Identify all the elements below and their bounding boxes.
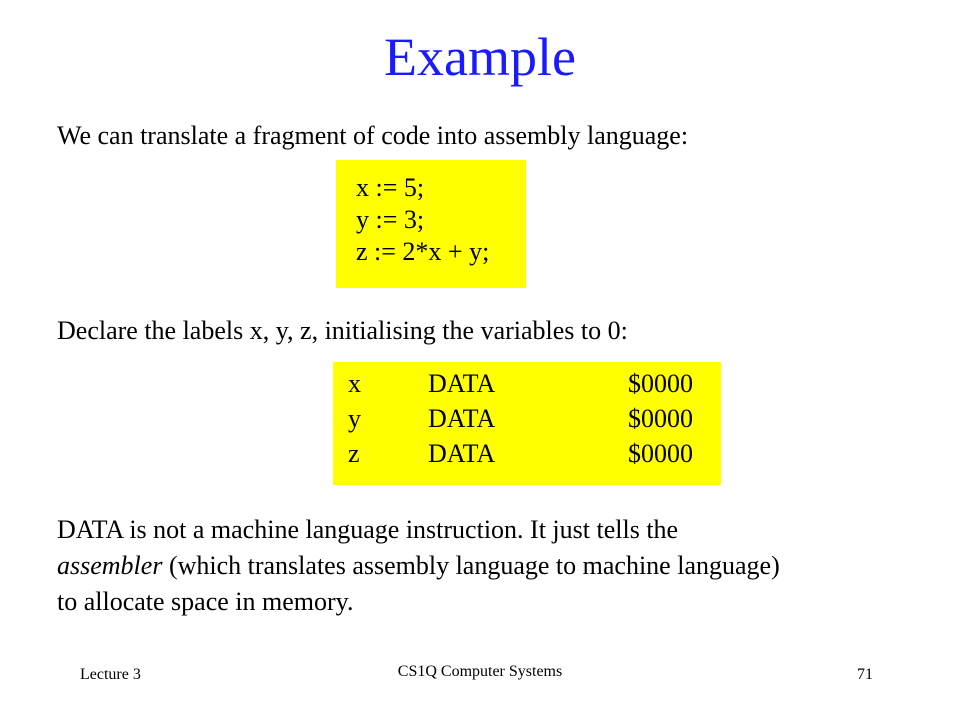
source-code-box (336, 160, 526, 288)
explanation-line: DATA is not a machine language instruction. It just tells the (57, 515, 679, 544)
data-label: z (348, 438, 360, 468)
footer-page-number: 71 (857, 666, 873, 683)
code-line: z := 2*x + y; (356, 237, 490, 266)
data-value: $0000 (628, 438, 693, 468)
data-directive: DATA (428, 438, 496, 468)
explanation-line-rest: (which translates assembly language to machine language) (162, 551, 780, 580)
explanation-text (57, 512, 780, 620)
code-line: y := 3; (356, 205, 425, 234)
data-declaration-box (333, 362, 721, 485)
explanation-line (57, 548, 780, 584)
intro-text: We can translate a fragment of code into assembly language: (57, 121, 689, 150)
declare-text: Declare the labels x, y, z, initialising the variables to 0: (57, 316, 628, 345)
data-label: y (348, 403, 361, 433)
data-row (348, 436, 721, 471)
data-value: $0000 (628, 403, 693, 433)
code-line: x := 5; (356, 173, 425, 202)
data-directive: DATA (428, 368, 496, 398)
data-value: $0000 (628, 368, 693, 398)
explanation-line: to allocate space in memory. (57, 587, 354, 616)
data-directive: DATA (428, 403, 496, 433)
slide-title: Example (384, 27, 576, 87)
footer-lecture: Lecture 3 (80, 666, 141, 683)
assembler-term: assembler (57, 551, 163, 580)
data-label: x (348, 368, 361, 398)
data-row (348, 401, 721, 436)
footer-course: CS1Q Computer Systems (397, 663, 563, 680)
data-row (348, 366, 721, 401)
